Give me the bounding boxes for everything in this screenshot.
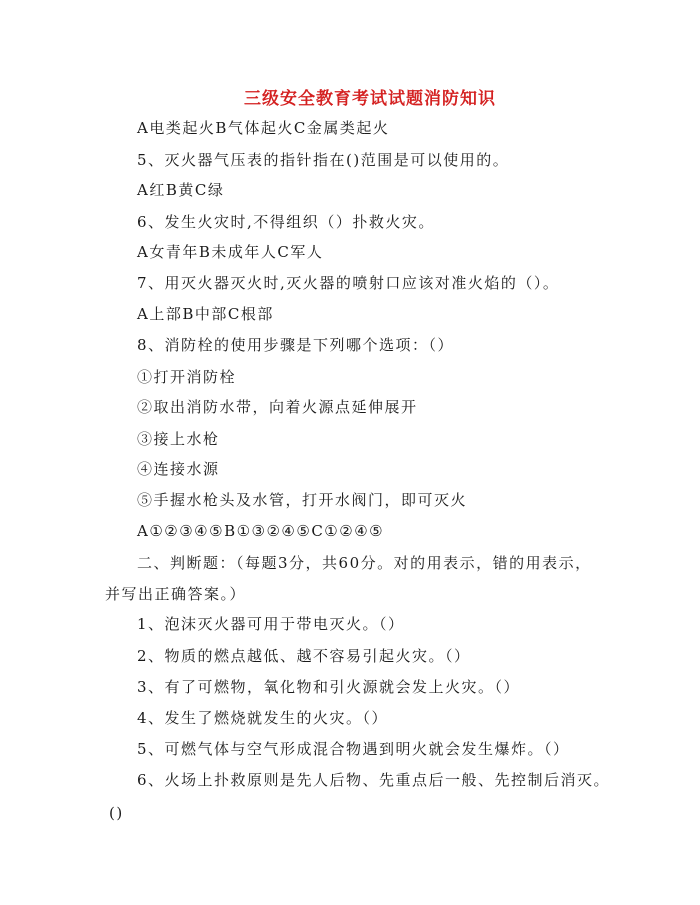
judgement-line: 2、物质的燃点越低、越不容易引起火灾。（） <box>137 647 471 665</box>
document-title: 三级安全教育考试试题消防知识 <box>244 89 496 109</box>
step-line: ⑤手握水枪头及水管，打开水阀门，即可灭火 <box>137 491 468 509</box>
option-line: A红B黄C绿 <box>137 181 225 199</box>
answer-blank: () <box>109 804 124 822</box>
option-line: A上部B中部C根部 <box>137 305 274 323</box>
judgement-line: 5、可燃气体与空气形成混合物遇到明火就会发生爆炸。（） <box>137 740 570 758</box>
question-line: 8、消防栓的使用步骤是下列哪个选项：（） <box>137 336 455 354</box>
question-line: 5、灭火器气压表的指针指在()范围是可以使用的。 <box>137 151 510 169</box>
text-line: A电类起火B气体起火C金属类起火 <box>137 119 390 137</box>
option-line: A女青年B未成年人C军人 <box>137 243 324 261</box>
question-line: 6、发生火灾时,不得组织（）扑救火灾。 <box>137 213 435 231</box>
section-heading: 二、判断题：（每题3分，共60分。对的用表示，错的用表示，并写出正确答案。） <box>105 554 592 603</box>
step-line: ②取出消防水带，向着火源点延伸展开 <box>137 398 418 416</box>
question-line: 7、用灭火器灭火时,灭火器的喷射口应该对准火焰的（）。 <box>137 274 560 292</box>
option-line: A①②③④⑤B①③②④⑤C①②④⑤ <box>137 522 385 540</box>
judgement-line: 6、火场上扑救原则是先人后物、先重点后一般、先控制后消灭。 <box>137 771 611 789</box>
step-line: ①打开消防栓 <box>137 368 237 386</box>
judgement-line: 3、有了可燃物，氧化物和引火源就会发上火灾。（） <box>137 678 521 696</box>
judgement-line: 1、泡沫灭火器可用于带电灭火。（） <box>137 615 405 633</box>
step-line: ③接上水枪 <box>137 430 220 448</box>
judgement-line: 4、发生了燃烧就发生的火灾。（） <box>137 709 389 727</box>
step-line: ④连接水源 <box>137 460 220 478</box>
